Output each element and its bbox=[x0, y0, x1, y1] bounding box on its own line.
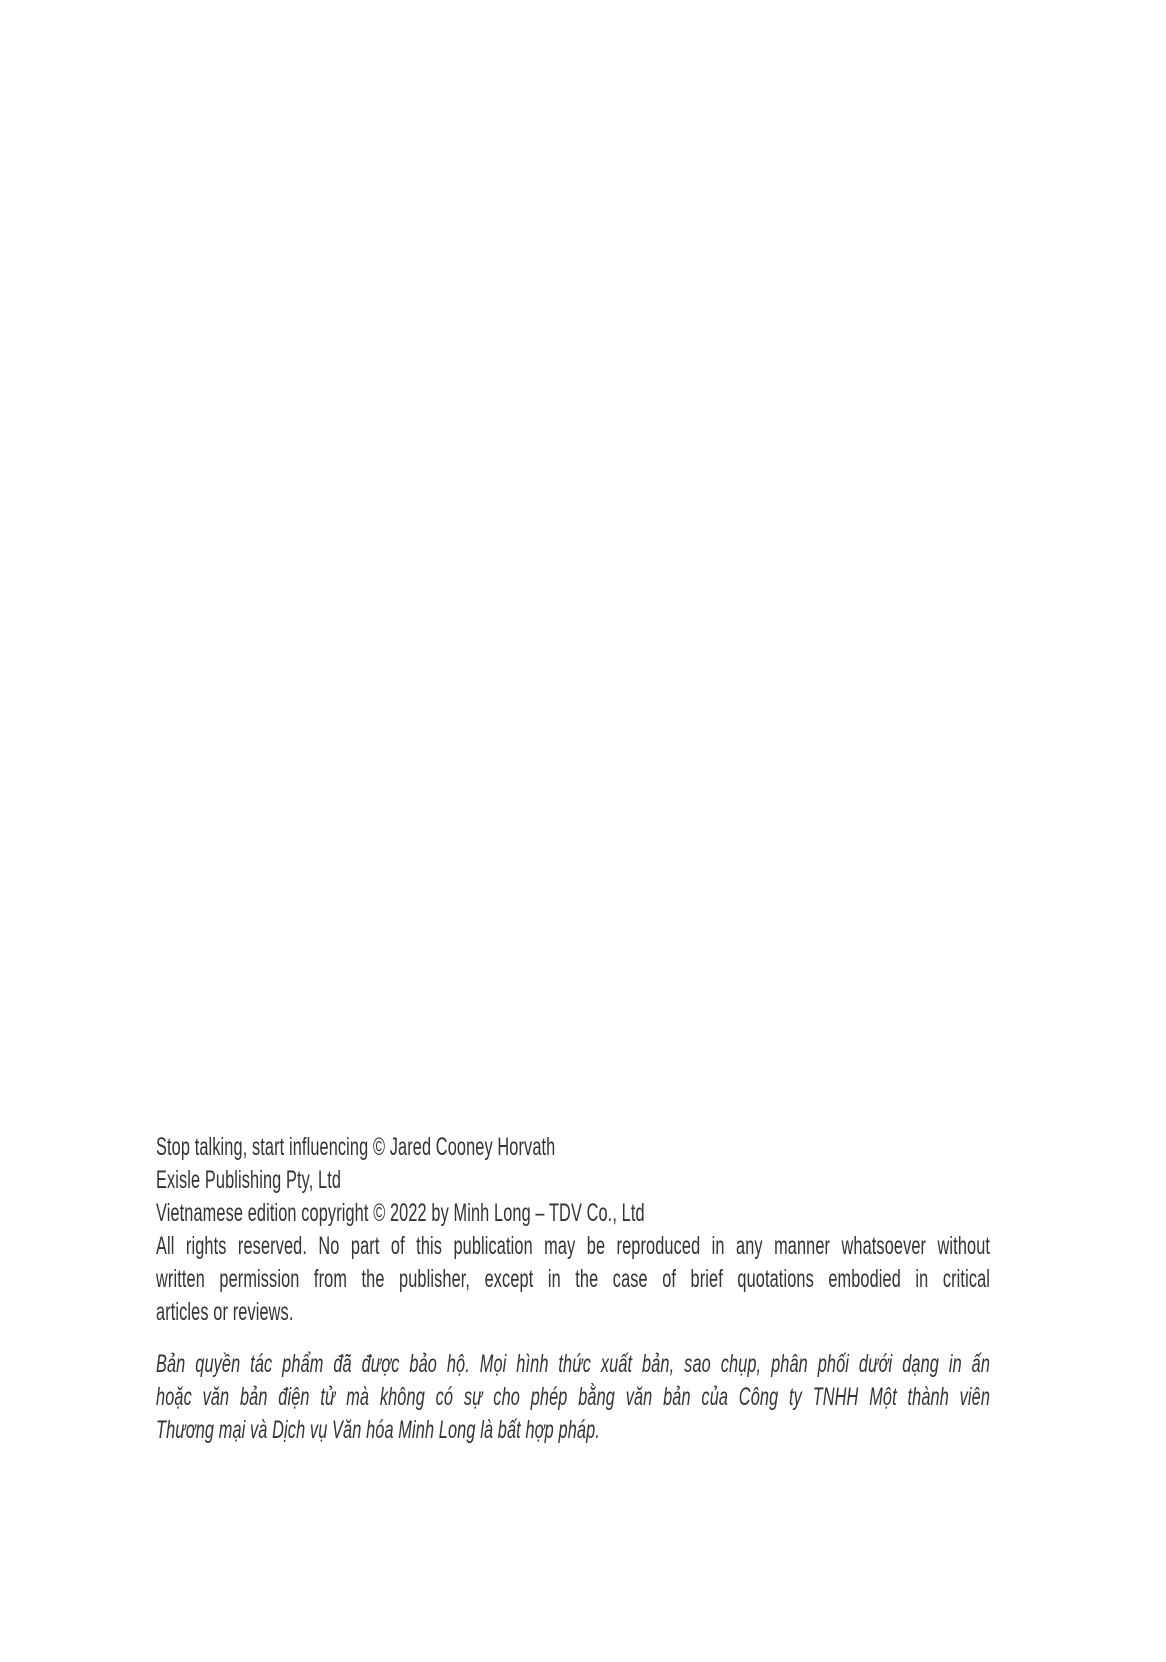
english-copyright-paragraph bbox=[156, 1131, 990, 1329]
vietnamese-notice-line-2: hoặc văn bản điện tử mà không có sự cho phép bằng văn bản của Công ty TNHH Một thành viên bbox=[156, 1383, 991, 1411]
copyright-line-vn-edition: Vietnamese edition copyright © 2022 by Minh Long – TDV Co., Ltd bbox=[156, 1199, 645, 1227]
vietnamese-notice-line-3: Thương mại và Dịch vụ Văn hóa Minh Long là bất hợp pháp. bbox=[156, 1416, 600, 1444]
copyright-line-title-author: Stop talking, start influencing © Jared Cooney Horvath bbox=[156, 1133, 556, 1161]
vietnamese-notice-line-1: Bản quyền tác phẩm đã được bảo hộ. Mọi hình thức xuất bản, sao chụp, phân phối dưới dạng in ấn bbox=[156, 1350, 991, 1378]
copyright-line-publisher: Exisle Publishing Pty, Ltd bbox=[156, 1166, 342, 1194]
rights-reserved-line-2: written permission from the publisher, except in the case of brief quotations embodied in critical bbox=[156, 1265, 991, 1293]
rights-reserved-line-1: All rights reserved. No part of this publication may be reproduced in any manner whatsoever without bbox=[156, 1232, 991, 1260]
rights-reserved-line-3: articles or reviews. bbox=[156, 1298, 294, 1326]
copyright-block bbox=[156, 1131, 990, 1447]
vietnamese-copyright-notice bbox=[156, 1348, 990, 1447]
